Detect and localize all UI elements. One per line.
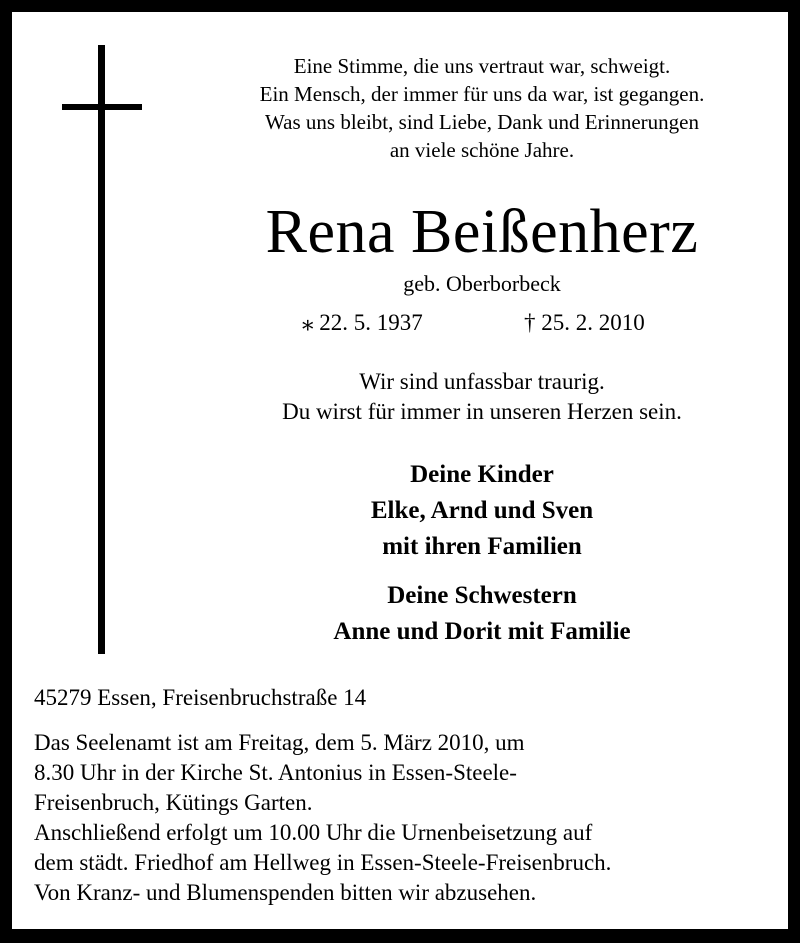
service-info <box>34 728 611 908</box>
poem <box>182 52 782 164</box>
mourners-line: Anne und Dorit mit Familie <box>333 618 631 645</box>
mourners-line: Elke, Arnd und Sven <box>370 497 594 524</box>
mourners-children <box>182 457 782 565</box>
service-info-line: 8.30 Uhr in der Kirche St. Antonius in Essen-Steele- <box>34 760 517 785</box>
mourners-line: Deine Kinder <box>410 461 554 488</box>
service-info-line: Das Seelenamt ist am Freitag, dem 5. März 2010, um <box>34 730 525 755</box>
service-info-line: Anschließend erfolgt um 10.00 Uhr die Urnenbeisetzung auf <box>34 820 593 845</box>
sorrow-text <box>182 367 782 427</box>
service-info-line: Freisenbruch, Kütings Garten. <box>34 790 313 815</box>
cross-icon <box>98 45 105 654</box>
birth-date: ⁎ 22. 5. 1937 <box>302 310 423 335</box>
poem-line: Was uns bleibt, sind Liebe, Dank und Erinnerungen <box>265 110 699 134</box>
poem-line: an viele schöne Jahre. <box>389 138 575 162</box>
family-address: 45279 Essen, Freisenbruchstraße 14 <box>34 685 367 710</box>
sorrow-line: Wir sind unfassbar traurig. <box>359 369 605 394</box>
death-date: † 25. 2. 2010 <box>524 310 645 335</box>
mourners-line: mit ihren Familien <box>382 533 582 560</box>
service-info-line: dem städt. Friedhof am Hellweg in Essen-Steele-Freisenbruch. <box>34 850 612 875</box>
sorrow-line: Du wirst für immer in unseren Herzen sein. <box>282 399 682 424</box>
obituary-notice <box>12 12 788 929</box>
poem-line: Eine Stimme, die uns vertraut war, schweigt. <box>293 54 671 78</box>
cross-icon-beam <box>62 104 142 110</box>
deceased-name: Rena Beißenherz <box>265 198 699 266</box>
service-info-line: Von Kranz- und Blumenspenden bitten wir abzusehen. <box>34 880 537 905</box>
mourners-line: Deine Schwestern <box>387 582 577 609</box>
maiden-name: geb. Oberborbeck <box>403 271 561 296</box>
poem-line: Ein Mensch, der immer für uns da war, ist gegangen. <box>259 82 705 106</box>
mourners-sisters <box>182 578 782 650</box>
